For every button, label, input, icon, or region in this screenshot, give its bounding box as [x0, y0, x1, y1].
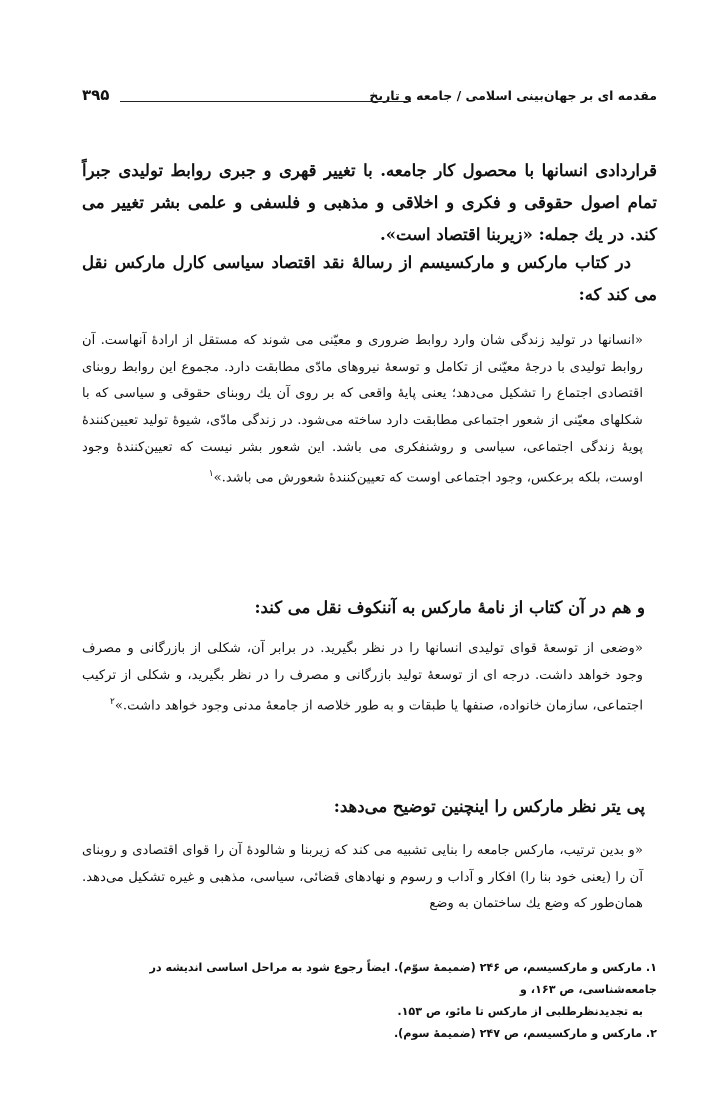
block-quote-1 [82, 328, 643, 492]
page-number: ۳۹۵ [82, 86, 110, 104]
block-quote-3: «و بدین ترتیب، مارکس جامعه را بنایی تشبیه می کند که زیربنا و شالودهٔ آن را قوای اقتصادی و روبنای آن را (یعنی خود بنا را) افکار و آداب و رسوم و نهادهای قضائی، سیاسی، مذهبی و غیره تشکیل می‌دهد. همان‌طور که وضع یك ساختمان به وضع [82, 843, 643, 912]
footnote-1-line-2: به تجدیدنظرطلبی از مارکس تا مائو، ص ۱۵۳. [397, 1005, 643, 1018]
footnote-2: ۲. مارکس و مارکسیسم، ص ۲۴۷ (ضمیمهٔ سوم). [393, 1027, 657, 1040]
footnote-ref-2: ۲ [110, 697, 115, 708]
quote-intro-2: و هم در آن کتاب از نامهٔ مارکس به آننکوف نقل می کند: [254, 597, 645, 617]
paragraph-1: قراردادی انسانها با محصول کار جامعه. با تغییر قهری و جبری روابط تولیدی جبراً تمام اصول حقوقی و فکری و اخلاقی و مذهبی و فلسفی و علمی بشر تغییر می کند. در یك جمله: «زیربنا اقتصاد است». [82, 160, 657, 244]
page-header [82, 88, 657, 108]
block-quote-2-text: «وضعی از توسعهٔ قوای تولیدی انسانها را در نظر بگیرید. در برابر آن، شکلی از بازرگانی و مصرف وجود خواهد داشت. درجه ای از توسعهٔ تولید بازرگانی و مصرف را در نظر بگیرید، و شکلی از ترکیب اجتماعی، سازمان خانواده، صنفها یا طبقات و به طور خلاصه از جامعهٔ مدنی وجود خواهد داشت.» [82, 641, 643, 714]
footnote-1-line-1: ۱. مارکس و مارکسیسم، ص ۲۴۶ (ضمیمهٔ سوّم). ایضاً رجوع شود به مراحل اساسی اندیشه در جامعه‌شناسی، ص ۱۶۳، و [149, 961, 657, 996]
paragraph-2: در کتاب مارکس و مارکسیسم از رسالهٔ نقد اقتصاد سیاسی کارل مارکس نقل می کند که: [82, 252, 657, 304]
footnotes [82, 957, 657, 1045]
block-quote-1-text: «انسانها در تولید زندگی شان وارد روابط ضروری و معیّنی می شوند که مستقل از ارادهٔ آنهاست. آن روابط تولیدی با درجهٔ معیّنی از تکامل و توسعهٔ نیروهای مادّی مطابقت دارد. مجموع این روابط روبنای اقتصادی اجتماع را تشکیل می‌دهد؛ یعنی پایهٔ واقعی که بر روی آن یك روبنای حقوقی و سیاسی که با شکلهای معیّنی از شعور اجتماعی مطابقت دارد ساخته می‌شود. در زندگی مادّی، شیوهٔ تولید تعیین‌کنندهٔ پویهٔ زندگی اجتماعی، سیاسی و روشنفکری می باشد. این شعور بشر نیست که تعیین‌کنندهٔ وجود اوست، بلکه برعکس، وجود اجتماعی اوست که تعیین‌کنندهٔ شعورش می باشد.» [82, 333, 643, 486]
quote-intro-3: پی یتر نظر مارکس را اینچنین توضیح می‌دهد: [333, 796, 645, 816]
header-rule [120, 101, 411, 102]
running-title: مقدمه ای بر جهان‌بینی اسلامی / جامعه و تاریخ [369, 88, 657, 103]
block-quote-2 [82, 636, 643, 720]
footnote-ref-1: ۱ [208, 469, 214, 480]
